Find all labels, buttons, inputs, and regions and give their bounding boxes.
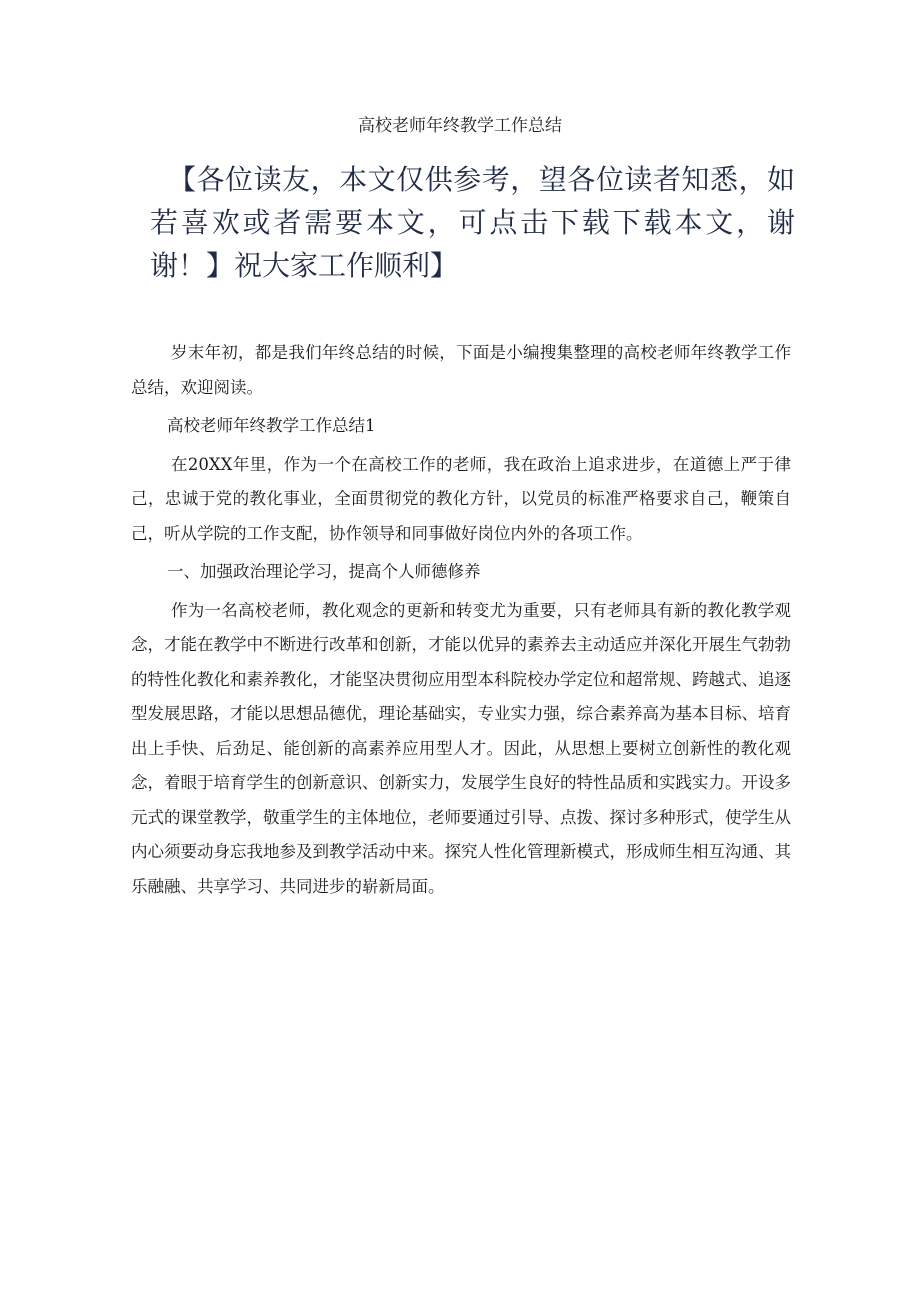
body-paragraph-1: 在20XX年里，作为一个在高校工作的老师，我在政治上追求进步，在道德上严于律己，忠诚于党的教化事业，全面贯彻党的教化方针，以党员的标准严格要求自己，鞭策自己，听从学院的工作支配，协作领导和同事做好岗位内外的各项工作。 xyxy=(131,454,791,543)
document-body xyxy=(131,336,791,904)
reader-notice: 【各位读友，本文仅供参考，望各位读者知悉，如若喜欢或者需要本文，可点击下载下载本文，谢谢！】祝大家工作顺利】 xyxy=(150,163,795,282)
section-heading-summary-1: 高校老师年终教学工作总结1 xyxy=(167,416,376,435)
document-title: 高校老师年终教学工作总结 xyxy=(358,116,562,136)
section-heading-political-study: 一、加强政治理论学习，提高个人师德修养 xyxy=(167,562,481,581)
body-paragraph-2: 作为一名高校老师，教化观念的更新和转变尤为重要，只有老师具有新的教化教学观念，才能在教学中不断进行改革和创新，才能以优异的素养去主动适应并深化开展生气勃勃的特性化教化和素养教化，才能坚决贯彻应用型本科院校办学定位和超常规、跨越式、追逐型发展思路，才能以思想品德优，理论基础实，专业实力强，综合素养高为基本目标、培育出上手快、后劲足、能创新的高素养应用型人才。因此，从思想上要树立创新性的教化观念，着眼于培育学生的创新意识、创新实力，发展学生良好的特性品质和实践实力。开设多元式的课堂教学，敬重学生的主体地位，老师要通过引导、点拨、探讨多种形式，使学生从内心须要动身忘我地参及到教学活动中来。探究人性化管理新模式，形成师生相互沟通、其乐融融、共享学习、共同进步的崭新局面。 xyxy=(131,600,791,896)
intro-paragraph: 岁末年初，都是我们年终总结的时候，下面是小编搜集整理的高校老师年终教学工作总结，欢迎阅读。 xyxy=(131,343,791,397)
